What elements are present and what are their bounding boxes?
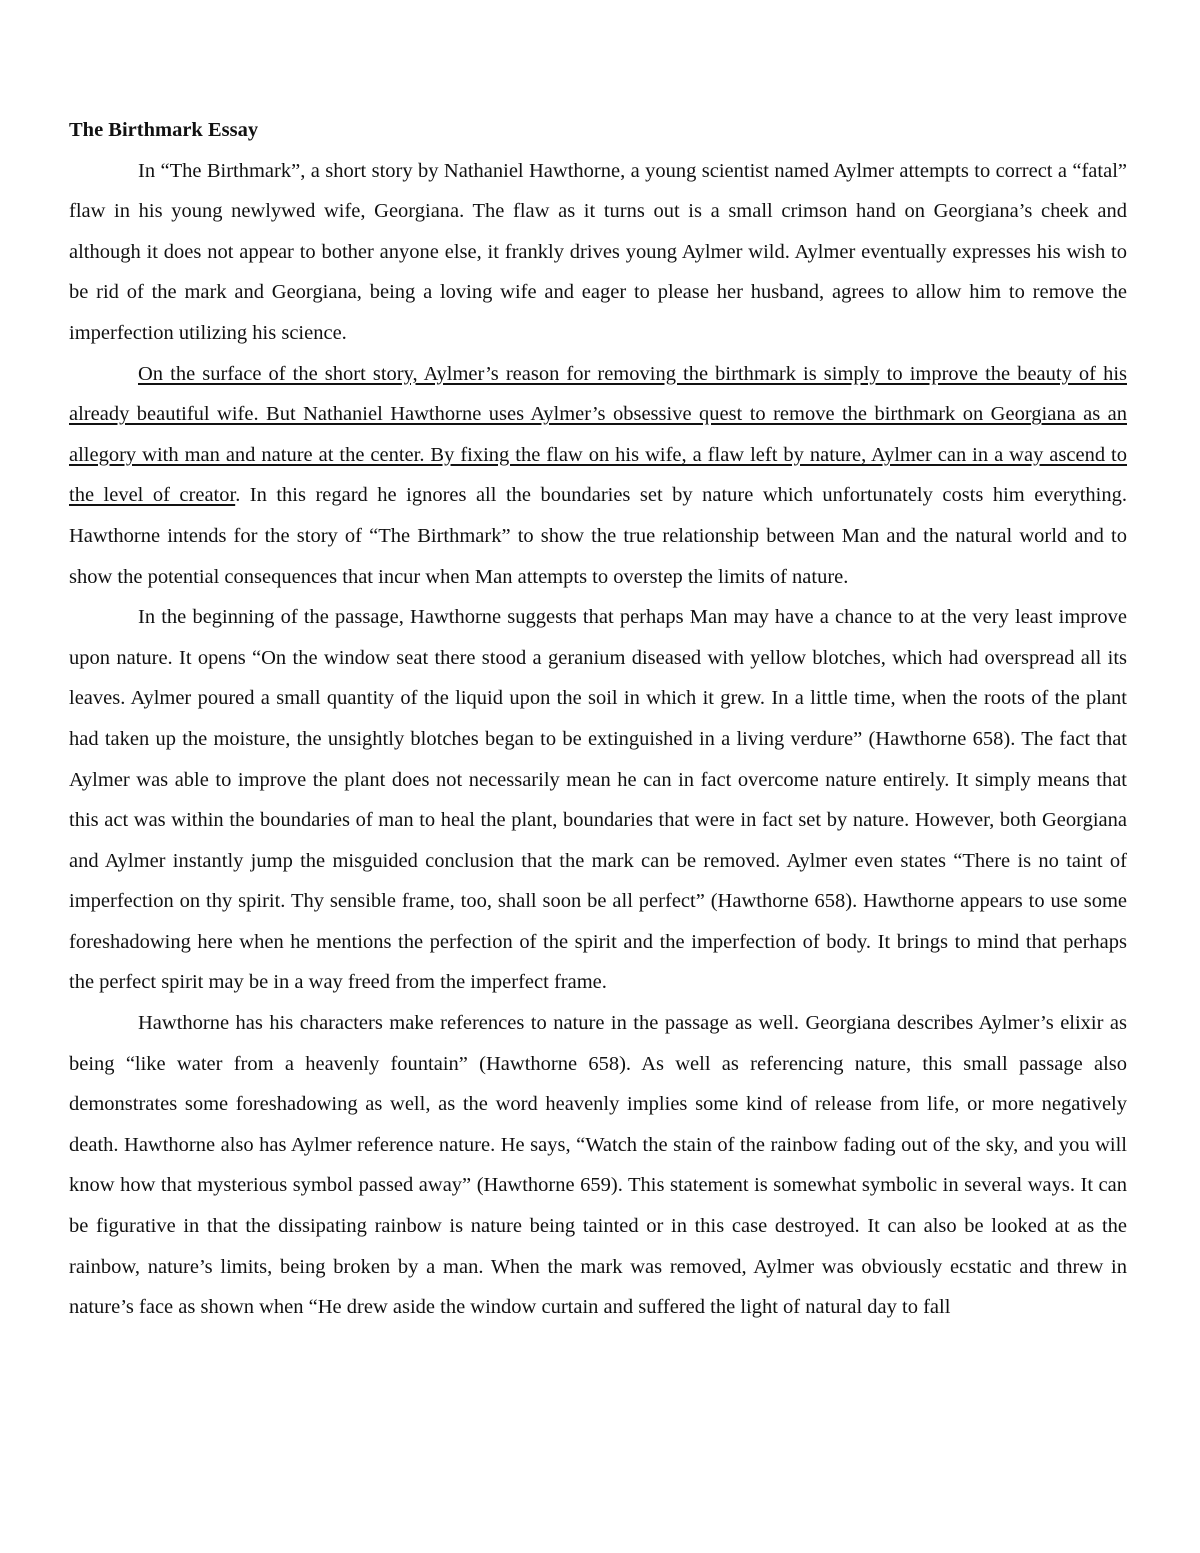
paragraph-text: In “The Birthmark”, a short story by Nathaniel Hawthorne, a young scientist named Aylmer attempts to correct a “fatal” flaw in his young newlywed wife, Georgiana. The flaw as it turns out is a small crimson hand on Georgiana’s cheek and although it does not appear to bother anyone else, it frankly drives young Aylmer wild. Aylmer eventually expresses his wish to be rid of the mark and Georgiana, being a loving wife and eager to please her husband, agrees to allow him to remove the imperfection utilizing his science. [69, 159, 1127, 344]
document-page [69, 110, 1127, 1328]
paragraph-text: In the beginning of the passage, Hawthorne suggests that perhaps Man may have a chance to at the very least improve upon nature. It opens “On the window seat there stood a geranium diseased with yellow blotches, which had overspread all its leaves. Aylmer poured a small quantity of the liquid upon the soil in which it grew. In a little time, when the roots of the plant had taken up the moisture, the unsightly blotches began to be extinguished in a living verdure” (Hawthorne 658). The fact that Aylmer was able to improve the plant does not necessarily mean he can in fact overcome nature entirely. It simply means that this act was within the boundaries of man to heal the plant, boundaries that were in fact set by nature. However, both Georgiana and Aylmer instantly jump the misguided conclusion that the mark can be removed. Aylmer even states “There is no taint of imperfection on thy spirit. Thy sensible frame, too, shall soon be all perfect” (Hawthorne 658). Hawthorne appears to use some foreshadowing here when he mentions the perfection of the spirit and the imperfection of body. It brings to mind that perhaps the perfect spirit may be in a way freed from the imperfect frame. [69, 606, 1127, 994]
paragraph-text: . In this regard he ignores all the boundaries set by nature which unfortunately costs him everything. Hawthorne intends for the story of “The Birthmark” to show the true relationship between Man and the natural world and to show the potential consequences that incur when Man attempts to overstep the limits of nature. [69, 484, 1127, 588]
paragraph-3 [69, 597, 1127, 1003]
paragraph-4 [69, 1003, 1127, 1328]
paragraph-2 [69, 354, 1127, 598]
paragraph-1 [69, 151, 1127, 354]
essay-title: The Birthmark Essay [69, 119, 259, 141]
paragraph-text: Hawthorne has his characters make references to nature in the passage as well. Georgiana describes Aylmer’s elixir as being “like water from a heavenly fountain” (Hawthorne 658). As well as referencing nature, this small passage also demonstrates some foreshadowing as well, as the word heavenly implies some kind of release from life, or more negatively death. Hawthorne also has Aylmer reference nature. He says, “Watch the stain of the rainbow fading out of the sky, and you will know how that mysterious symbol passed away” (Hawthorne 659). This statement is somewhat symbolic in several ways. It can be figurative in that the dissipating rainbow is nature being tainted or in this case destroyed. It can also be looked at as the rainbow, nature’s limits, being broken by a man. When the mark was removed, Aylmer was obviously ecstatic and threw in nature’s face as shown when “He drew aside the window curtain and suffered the light of natural day to fall [69, 1012, 1127, 1319]
underlined-thesis: On the surface of the short story, Aylmer’s reason for removing the birthmark is simply to improve the beauty of his already beautiful wife. But Nathaniel Hawthorne uses Aylmer’s obsessive quest to remove the birthmark on Georgiana as an allegory with man and nature at the center. By fixing the flaw on his wife, a flaw left by nature, Aylmer can in a way ascend to the level of creator [69, 362, 1127, 507]
